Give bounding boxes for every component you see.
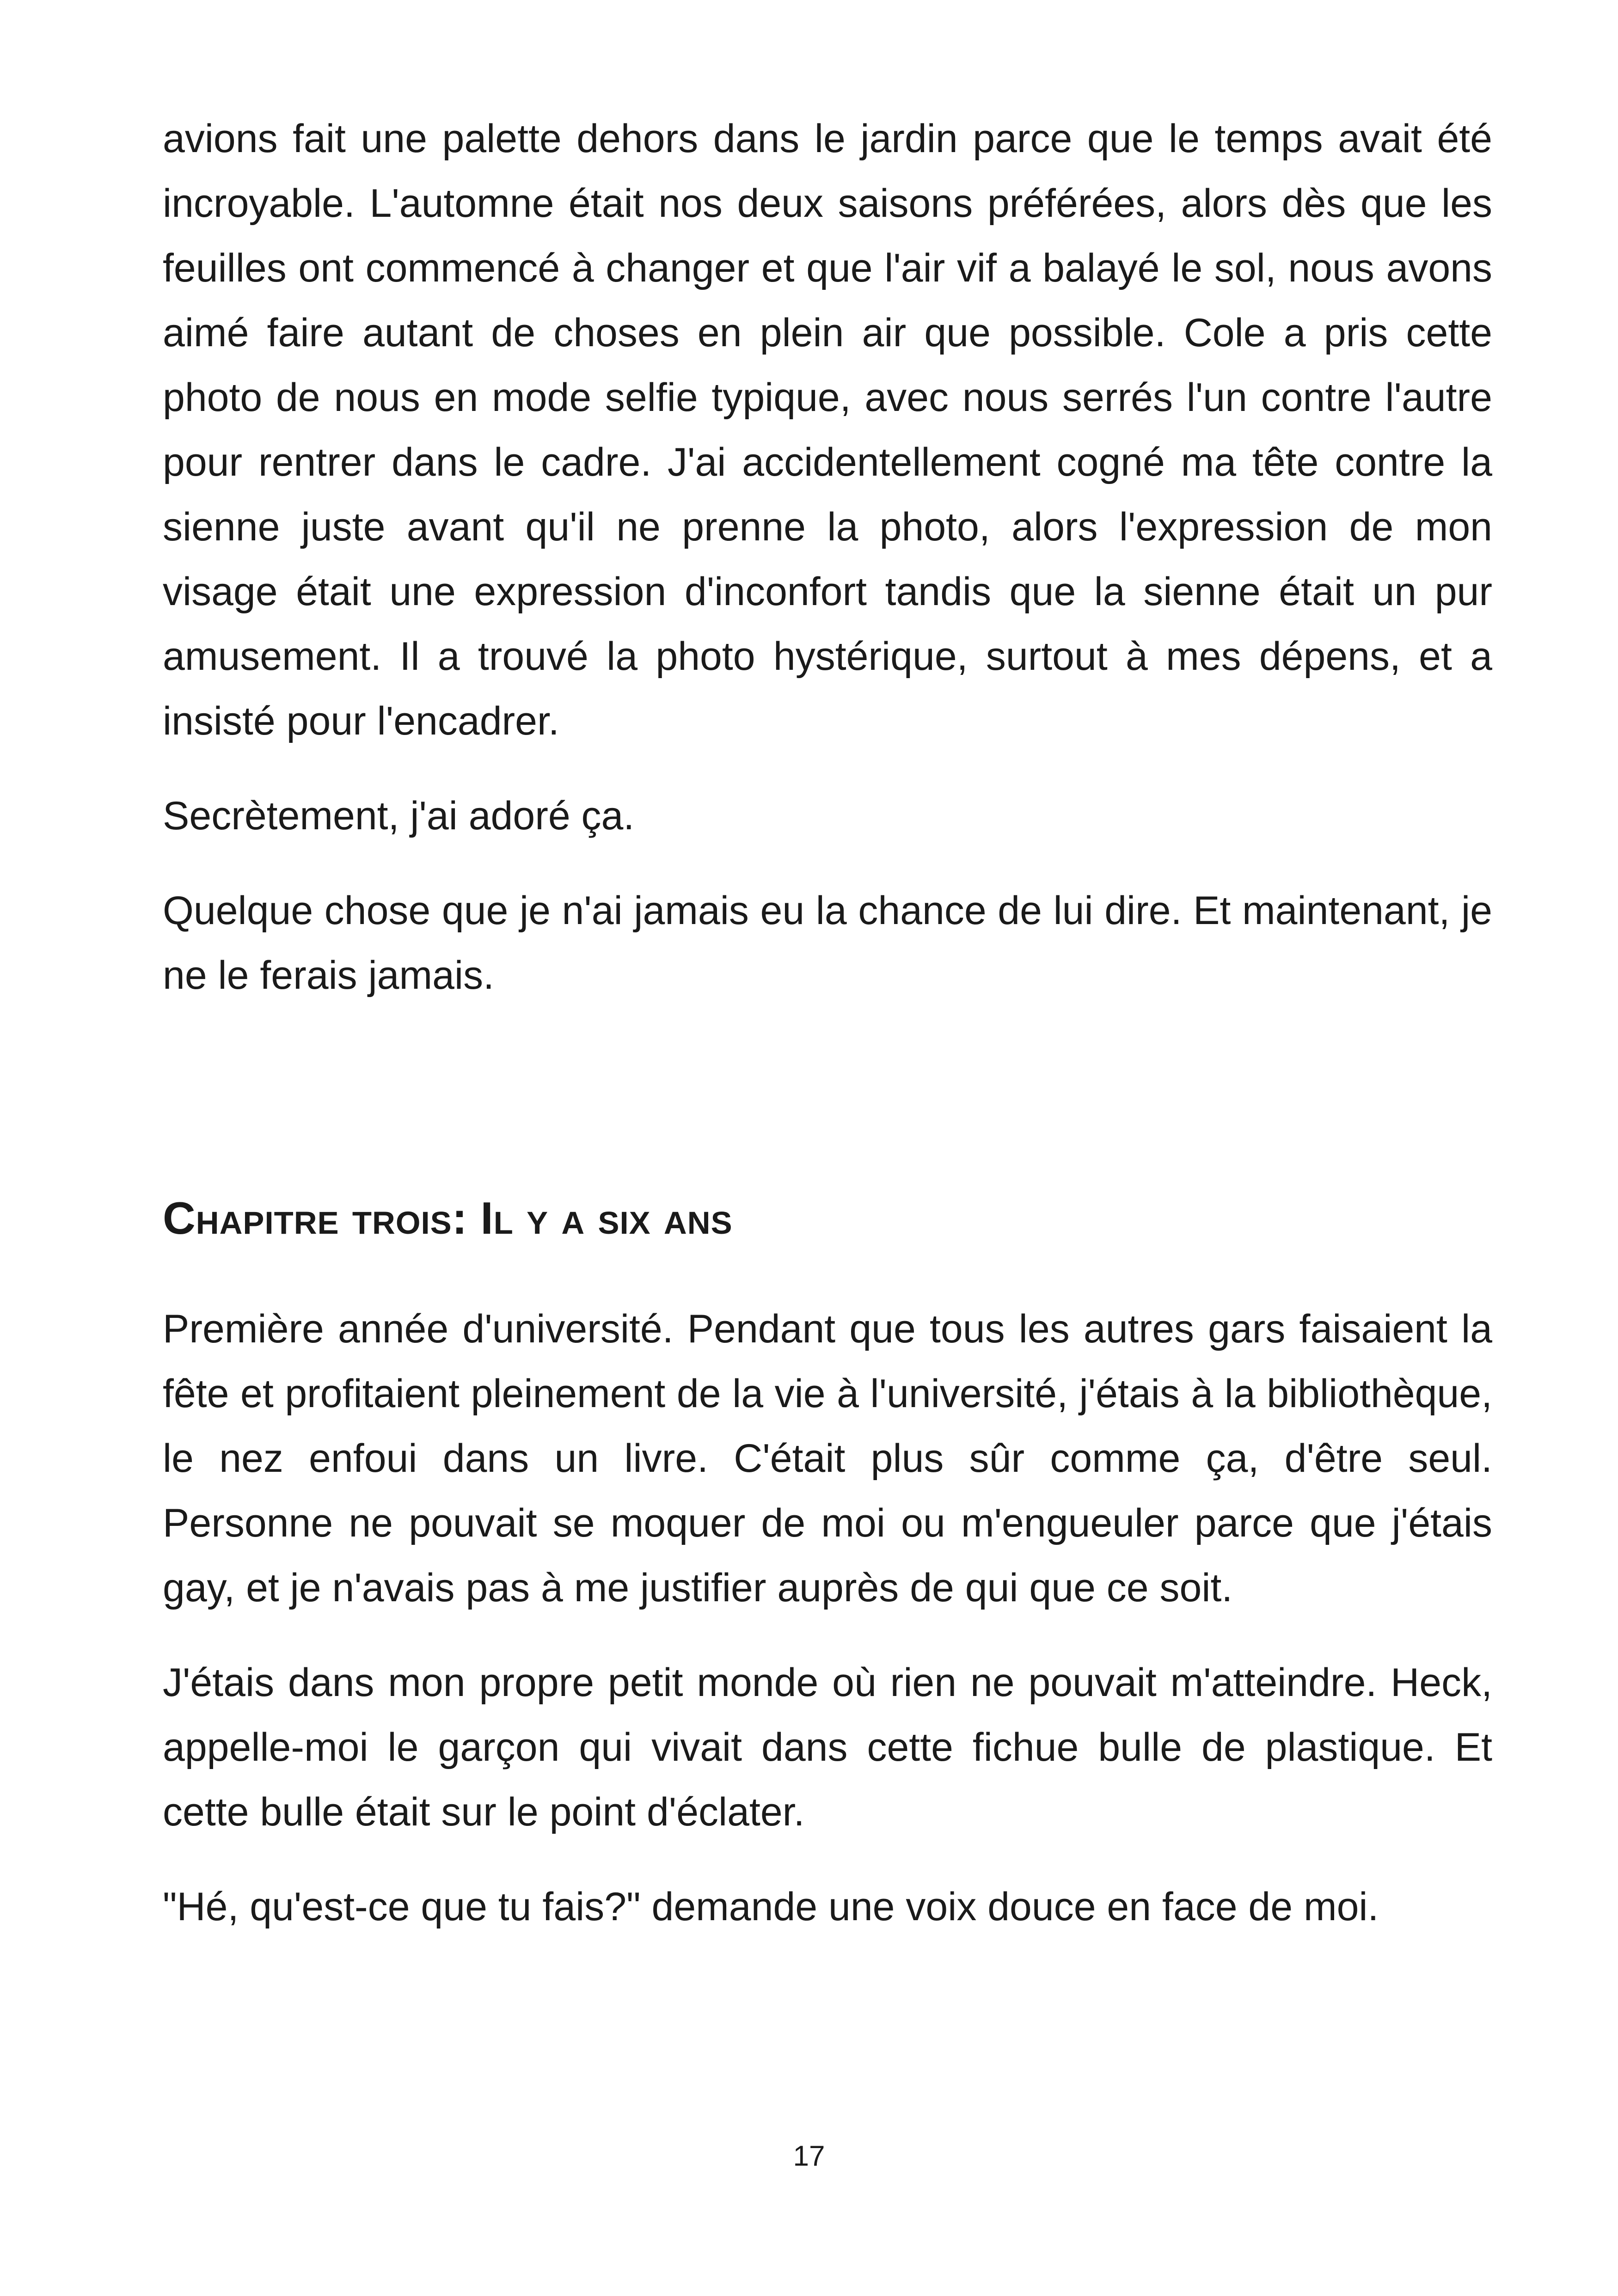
paragraph-dialogue: "Hé, qu'est-ce que tu fais?" demande une voix douce en face de moi. xyxy=(163,1885,1379,1929)
paragraph-secretly: Secrètement, j'ai adoré ça. xyxy=(163,794,635,838)
paragraph-own-world: J'étais dans mon propre petit monde où rien ne pouvait m'atteindre. Heck, appelle-moi le garçon qui vivait dans cette fichue bulle de plastique. Et cette bulle était sur le point d'éclater. xyxy=(163,1660,1492,1834)
page-body xyxy=(163,106,1492,1939)
paragraph-photo-story: avions fait une palette dehors dans le jardin parce que le temps avait été incroyable. L'automne était nos deux saisons préférées, alors dès que les feuilles ont commencé à changer et que l'air vif a balayé le sol, nous avons aimé faire autant de choses en plein air que possible. Cole a pris cette photo de nous en mode selfie typique, avec nous serrés l'un contre l'autre pour rentrer dans le cadre. J'ai accidentellement cogné ma tête contre la sienne juste avant qu'il ne prenne la photo, alors l'expression de mon visage était une expression d'inconfort tandis que la sienne était un pur amusement. Il a trouvé la photo hystérique, surtout à mes dépens, et a insisté pour l'encadrer. xyxy=(163,116,1492,743)
paragraph-never-told: Quelque chose que je n'ai jamais eu la chance de lui dire. Et maintenant, je ne le ferais jamais. xyxy=(163,888,1492,998)
page-number: 17 xyxy=(793,2140,825,2172)
chapter-heading: Chapitre trois: Il y a six ans xyxy=(163,1193,733,1243)
paragraph-first-year: Première année d'université. Pendant que tous les autres gars faisaient la fête et profitaient pleinement de la vie à l'université, j'étais à la bibliothèque, le nez enfoui dans un livre. C'était plus sûr comme ça, d'être seul. Personne ne pouvait se moquer de moi ou m'engueuler parce que j'étais gay, et je n'avais pas à me justifier auprès de qui que ce soit. xyxy=(163,1307,1492,1610)
